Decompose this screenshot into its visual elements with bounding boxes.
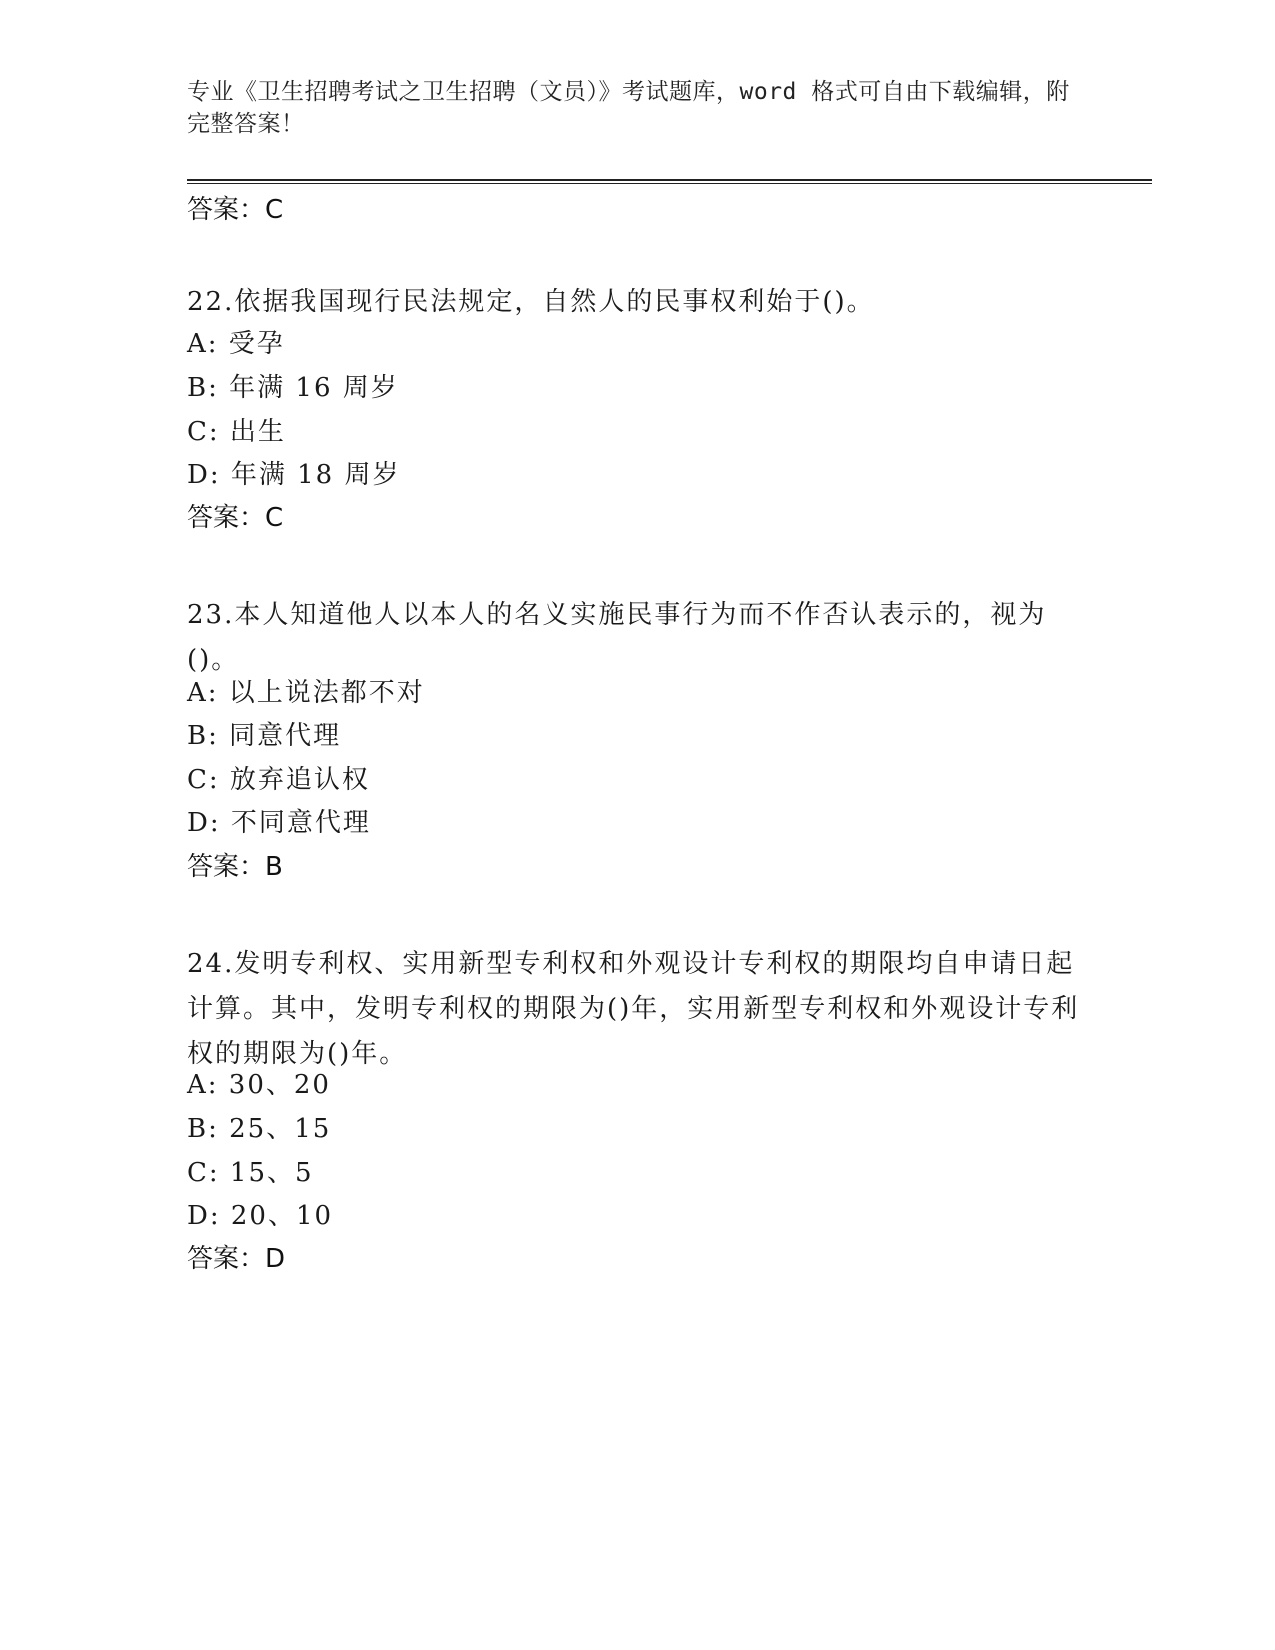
question-24-stem: 24.发明专利权、实用新型专利权和外观设计专利权的期限均自申请日起计算。其中，发明专利权的期限为()年，实用新型专利权和外观设计专利权的期限为()年。 [187, 949, 1080, 1069]
header-divider-thick [187, 179, 1152, 181]
question-22-option-d: D: 年满 18 周岁 [187, 460, 401, 490]
document-header: 专业《卫生招聘考试之卫生招聘（文员）》考试题库，word 格式可自由下载编辑，附完整答案！ [187, 79, 1070, 137]
question-23-option-c: C: 放弃追认权 [187, 765, 370, 795]
question-23-option-d: D: 不同意代理 [187, 808, 371, 838]
question-24-option-d: D: 20、10 [187, 1201, 334, 1231]
question-23-option-a: A: 以上说法都不对 [187, 678, 425, 708]
question-23-answer: 答案：B [187, 852, 283, 882]
answer-previous: 答案：C [187, 195, 284, 225]
question-23-option-b: B: 同意代理 [187, 721, 342, 751]
question-22-option-b: B: 年满 16 周岁 [187, 373, 399, 403]
question-24-option-b: B: 25、15 [187, 1114, 332, 1144]
header-divider-thin [187, 183, 1152, 184]
question-22-option-a: A: 受孕 [187, 329, 285, 359]
document-page [187, 0, 1152, 1650]
question-24-option-a: A: 30、20 [187, 1070, 331, 1100]
question-24-answer: 答案：D [187, 1244, 286, 1274]
question-23-stem: 23.本人知道他人以本人的名义实施民事行为而不作否认表示的，视为()。 [187, 600, 1047, 675]
question-22-option-c: C: 出生 [187, 417, 286, 447]
question-22-answer: 答案：C [187, 503, 284, 533]
question-24-option-c: C: 15、5 [187, 1158, 314, 1188]
question-22-stem: 22.依据我国现行民法规定，自然人的民事权利始于()。 [187, 287, 875, 317]
